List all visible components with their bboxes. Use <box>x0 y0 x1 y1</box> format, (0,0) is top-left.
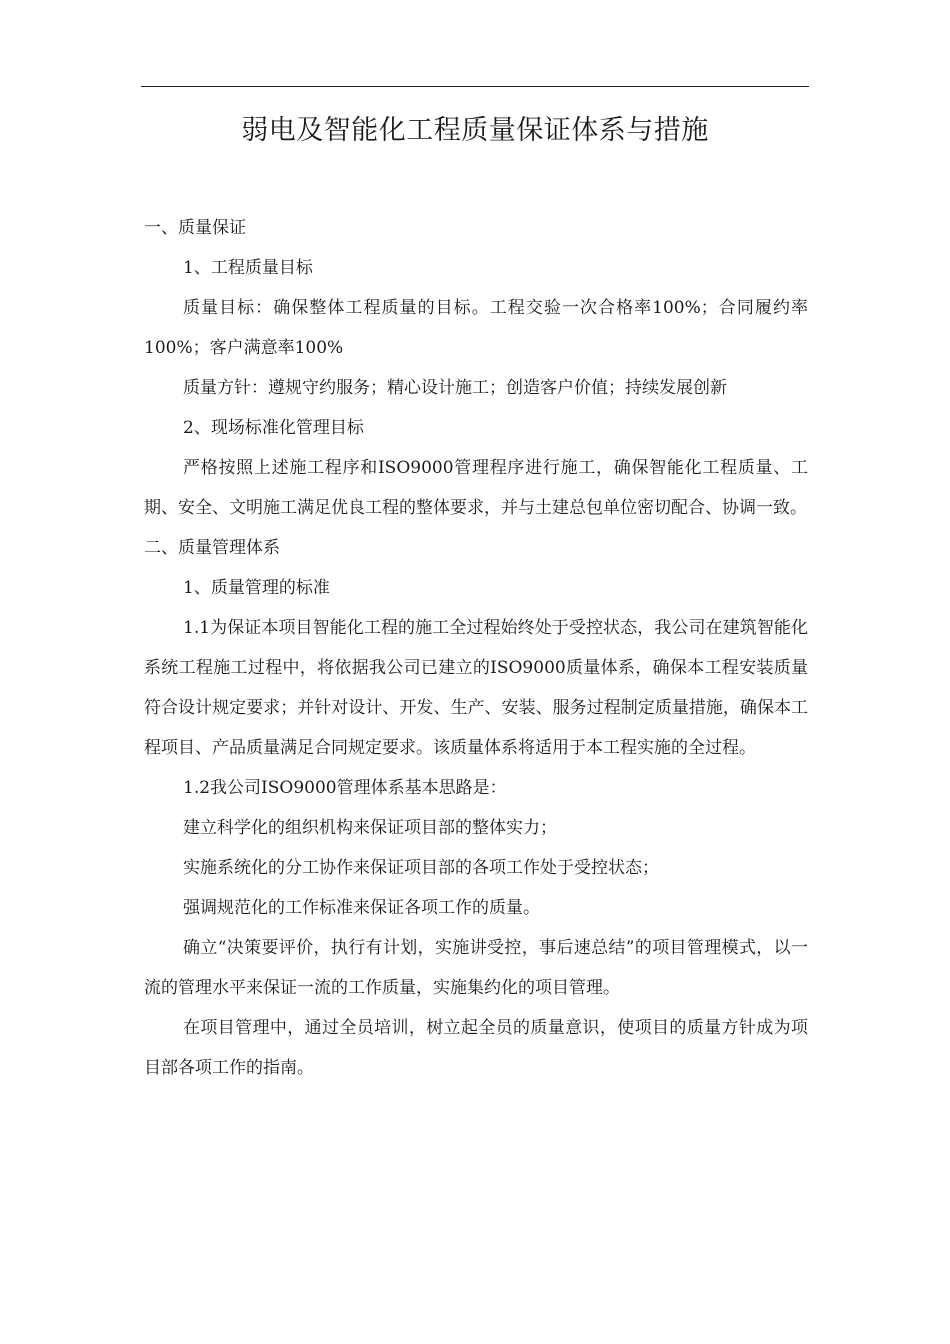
paragraph: 建立科学化的组织机构来保证项目部的整体实力； <box>183 818 557 838</box>
document-title: 弱电及智能化工程质量保证体系与措施 <box>241 115 709 146</box>
paragraph: 1.2我公司ISO9000管理体系基本思路是： <box>183 778 507 798</box>
paragraph: 在项目管理中，通过全员培训，树立起全员的质量意识，使项目的质量方针成为项目部各项工作的指南。 <box>144 1018 808 1078</box>
subsection-heading: 1、工程质量目标 <box>183 258 313 278</box>
subsection-heading: 1、质量管理的标准 <box>183 578 330 598</box>
paragraph: 强调规范化的工作标准来保证各项工作的质量。 <box>183 898 540 918</box>
paragraph: 确立“决策要评价，执行有计划，实施讲受控，事后速总结”的项目管理模式，以一流的管理水平来保证一流的工作质量，实施集约化的项目管理。 <box>144 938 808 998</box>
paragraph: 实施系统化的分工协作来保证项目部的各项工作处于受控状态； <box>183 858 659 878</box>
document-body <box>144 208 808 1088</box>
paragraph: 严格按照上述施工程序和ISO9000管理程序进行施工，确保智能化工程质量、工期、安全、文明施工满足优良工程的整体要求，并与土建总包单位密切配合、协调一致。 <box>144 458 808 518</box>
paragraph: 1.1为保证本项目智能化工程的施工全过程始终处于受控状态，我公司在建筑智能化系统工程施工过程中，将依据我公司已建立的ISO9000质量体系，确保本工程安装质量符合设计规定要求；并针对设计、开发、生产、安装、服务过程制定质量措施，确保本工程项目、产品质量满足合同规定要求。该质量体系将适用于本工程实施的全过程。 <box>144 618 808 758</box>
paragraph: 质量目标：确保整体工程质量的目标。工程交验一次合格率100%；合同履约率100%；客户满意率100% <box>144 298 808 358</box>
section-heading: 一、质量保证 <box>144 218 246 238</box>
section-heading: 二、质量管理体系 <box>144 538 280 558</box>
subsection-heading: 2、现场标准化管理目标 <box>183 418 364 438</box>
header-rule <box>141 86 809 87</box>
paragraph: 质量方针：遵规守约服务；精心设计施工；创造客户价值；持续发展创新 <box>183 378 727 398</box>
